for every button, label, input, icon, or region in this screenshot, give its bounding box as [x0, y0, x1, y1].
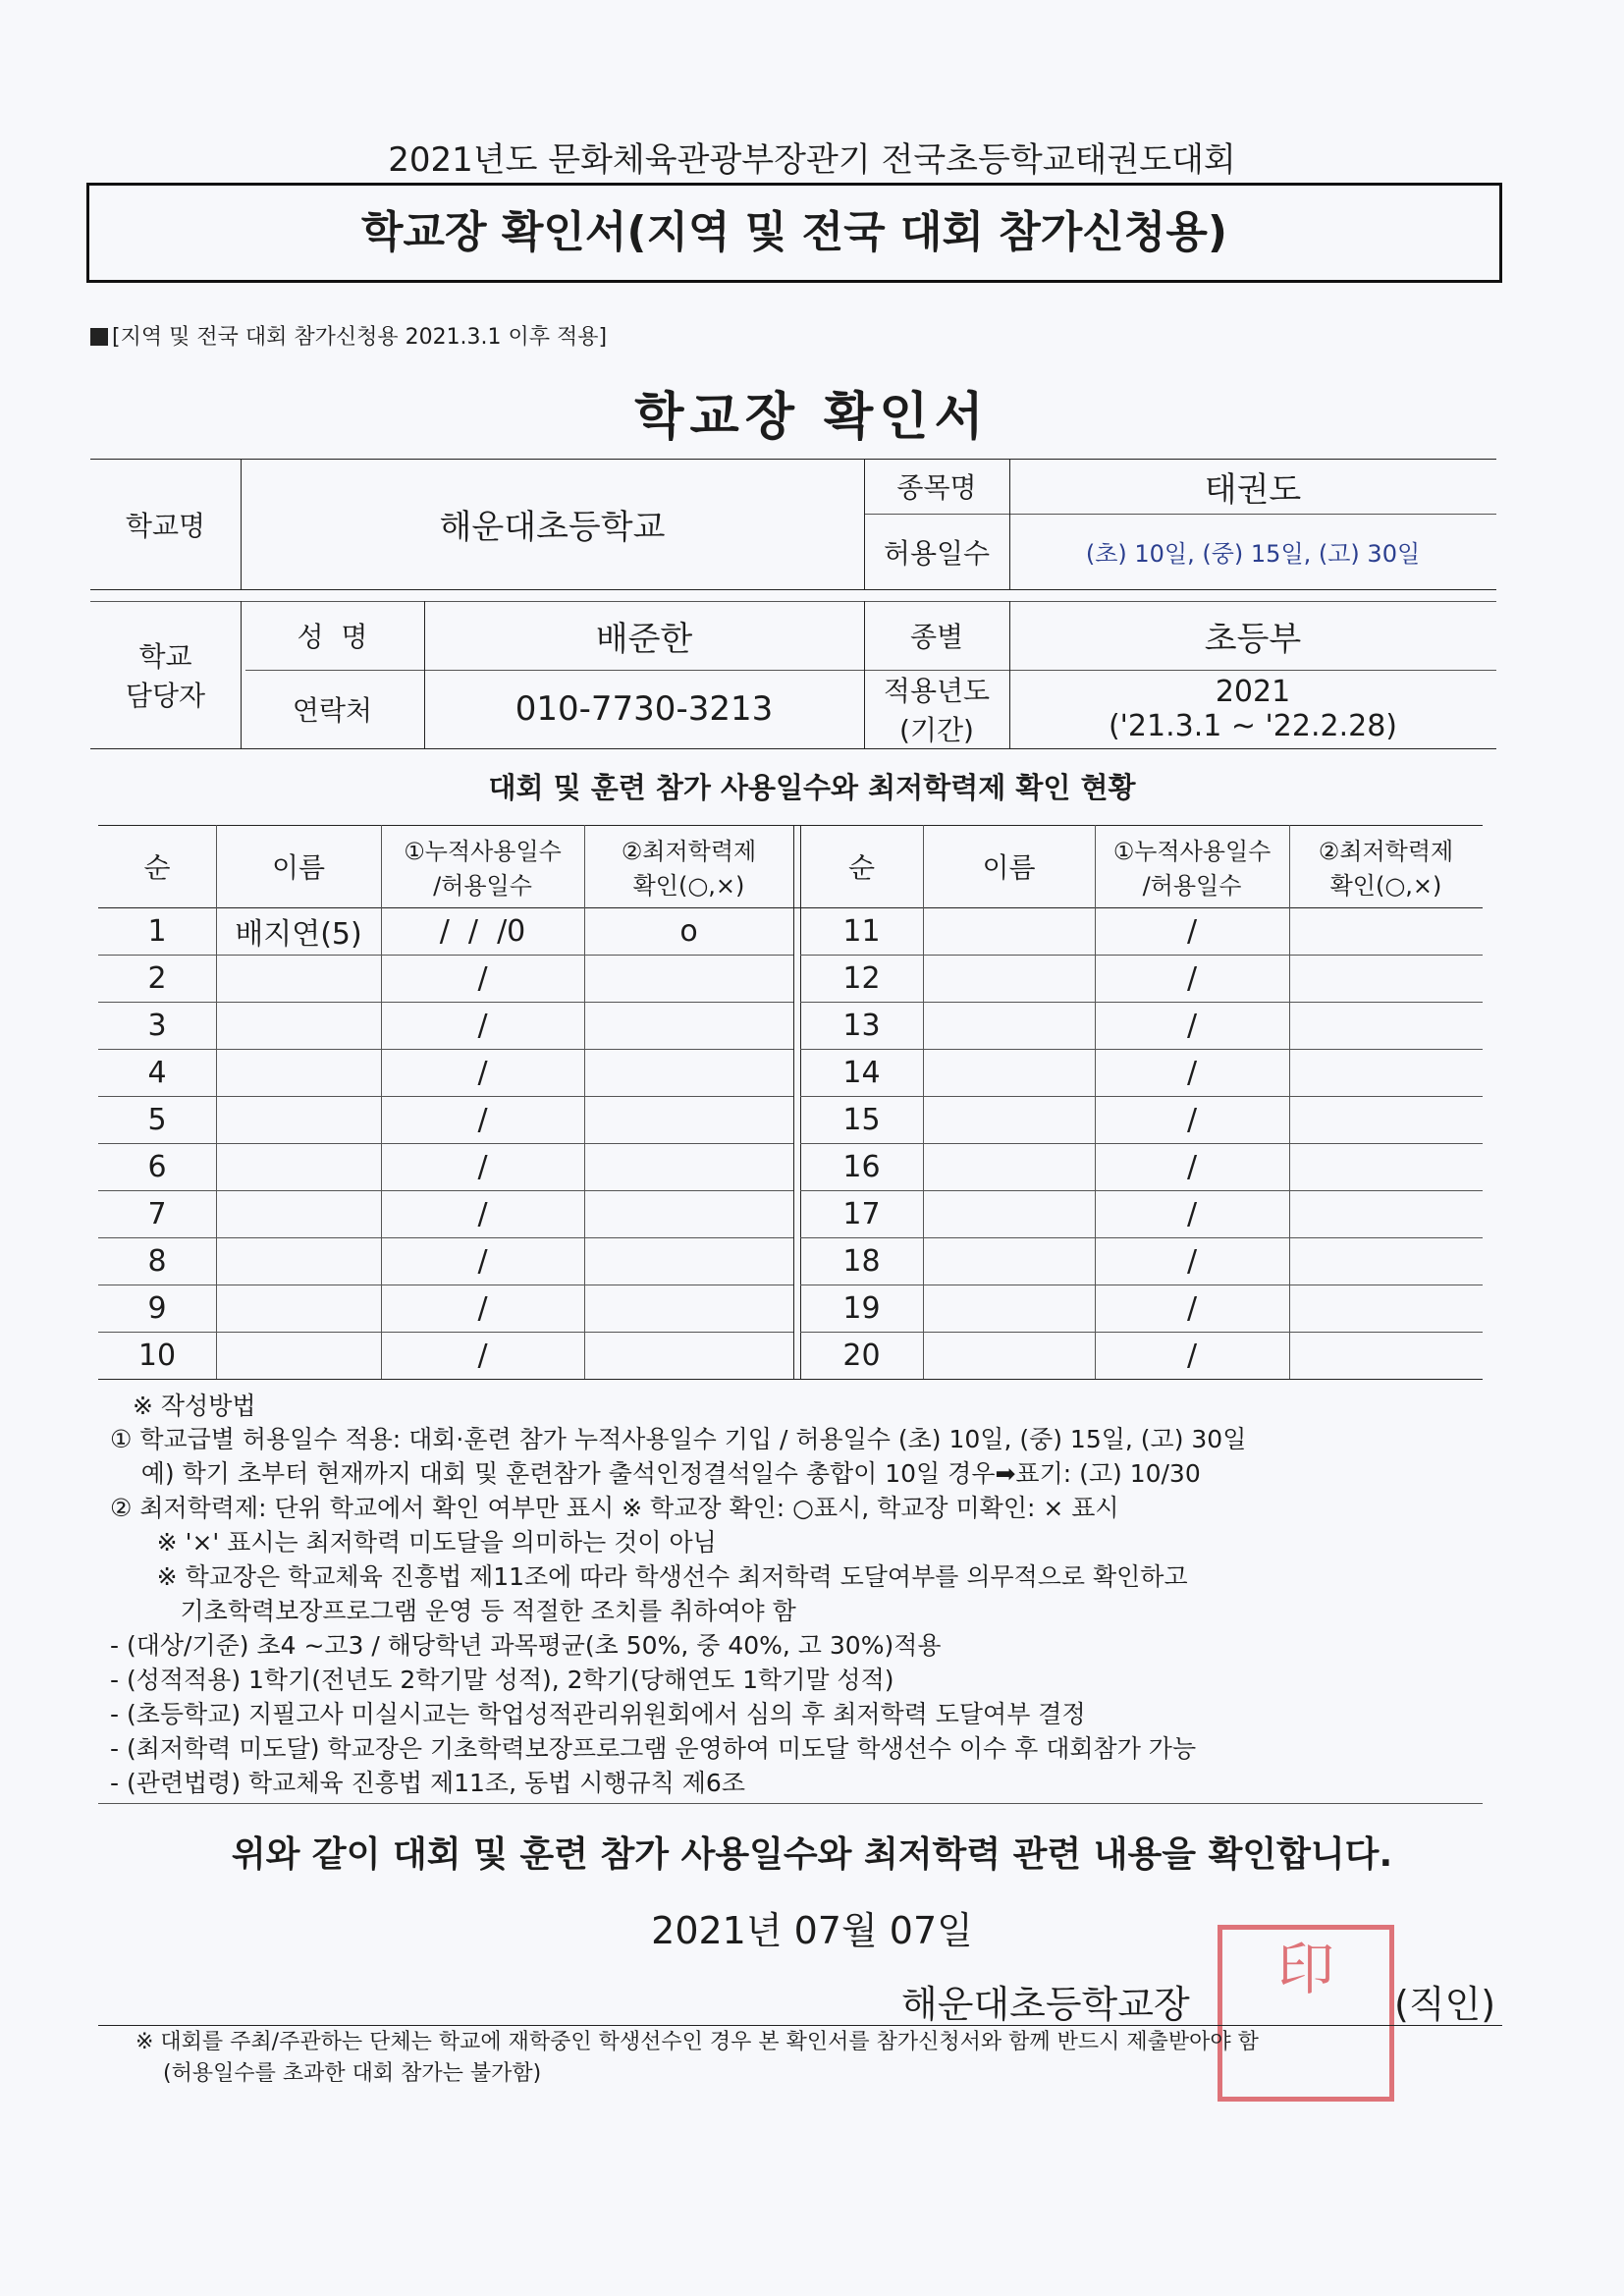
table-cell-no: 8 [147, 1243, 167, 1279]
header-days-line2: /허용일수 [433, 872, 532, 900]
table-cell-days: / [1186, 1055, 1198, 1090]
table-cell-name [216, 1190, 381, 1237]
table-cell-name [923, 955, 1095, 1002]
square-bullet-icon [90, 328, 108, 346]
table-cell-name: 배지연(5) [235, 917, 362, 952]
table-cell-no: 20 [842, 1338, 881, 1373]
contact-value: 010-7730-3213 [514, 689, 774, 729]
header-min-line2: 확인(○,×) [632, 872, 745, 900]
table-cell-no: 17 [842, 1196, 881, 1231]
footnote-line1: ※ 대회를 주최/주관하는 단체는 학교에 재학중인 학생선수인 경우 본 확인서를 참가신청서와 함께 반드시 제출받아야 함 [135, 2030, 1259, 2054]
manager-label-line2: 담당자 [125, 680, 206, 712]
method-line: - (대상/기준) 초4 ~고3 / 해당학년 과목평균(초 50%, 중 40%, 고 30%)적용 [110, 1631, 942, 1660]
table-cell-no: 15 [842, 1102, 881, 1137]
table-cell-name [923, 1049, 1095, 1096]
table-cell-days: / [477, 1290, 488, 1326]
table-cell-no: 16 [842, 1149, 881, 1184]
method-line: ① 학교급별 허용일수 적용: 대회·훈련 참가 누적사용일수 기입 / 허용일수 (초) 10일, (중) 15일, (고) 30일 [110, 1425, 1247, 1453]
table-cell-check [1289, 955, 1483, 1002]
manager-name-value: 배준한 [595, 619, 693, 659]
table-cell-name [216, 1285, 381, 1332]
sport-label: 종목명 [896, 471, 977, 504]
table-cell-check [584, 1190, 793, 1237]
document-title: 학교장 확인서 [634, 388, 990, 447]
table-cell-no: 4 [147, 1055, 167, 1090]
table-cell-no: 3 [147, 1008, 167, 1043]
table-cell-name [923, 1332, 1095, 1379]
table-cell-name [923, 1096, 1095, 1143]
table-cell-no: 10 [137, 1338, 177, 1373]
table-cell-name [923, 1285, 1095, 1332]
table-cell-check [1289, 1002, 1483, 1049]
table-cell-days: / [477, 1196, 488, 1231]
method-line: ※ '×' 표시는 최저학력 미도달을 의미하는 것이 아님 [110, 1528, 717, 1557]
header-min-line1: ②최저학력제 [621, 838, 757, 865]
method-line: - (초등학교) 지필고사 미실시교는 학업성적관리위원회에서 심의 후 최저학력 도달여부 결정 [110, 1700, 1086, 1728]
method-line: 기초학력보장프로그램 운영 등 적절한 조치를 취하여야 함 [110, 1597, 796, 1625]
table-cell-check [584, 1332, 793, 1379]
table-cell-days: / [1186, 1338, 1198, 1373]
manager-label-line1: 학교 [138, 640, 192, 673]
table-cell-no: 12 [842, 960, 881, 996]
allowed-days-value: (초) 10일, (중) 15일, (고) 30일 [1085, 540, 1421, 568]
table-cell-days: / [477, 1243, 488, 1279]
table-cell-no: 19 [842, 1290, 881, 1326]
event-title: 2021년도 문화체육관광부장관기 전국초등학교태권도대회 [388, 140, 1236, 180]
header-days-right [1095, 825, 1289, 907]
table-cell-name [216, 955, 381, 1002]
method-line: - (최저학력 미도달) 학교장은 기초학력보장프로그램 운영하여 미도달 학생선수 이수 후 대회참가 가능 [110, 1734, 1197, 1763]
table-cell-check: o [679, 913, 698, 949]
table-cell-days: / [477, 1055, 488, 1090]
issue-date: 2021년 07월 07일 [651, 1909, 973, 1952]
footnote [135, 2027, 1259, 2090]
table-cell-no: 13 [842, 1008, 881, 1043]
name-label: 성 명 [297, 621, 368, 653]
method-line: 예) 학기 초부터 현재까지 대회 및 훈련참가 출석인정결석일수 총합이 10일 경우➡표기: (고) 10/30 [110, 1459, 1201, 1488]
year-label [864, 670, 1009, 748]
table-cell-days: / [477, 1008, 488, 1043]
table-cell-name [216, 1049, 381, 1096]
table-cell-no: 14 [842, 1055, 881, 1090]
table-cell-days: / [477, 960, 488, 996]
table-cell-no: 6 [147, 1149, 167, 1184]
applicability-note [90, 320, 607, 351]
school-name-label: 학교명 [125, 509, 206, 542]
table-cell-name [923, 907, 1095, 955]
table-cell-name [923, 1143, 1095, 1190]
table-cell-name [923, 1002, 1095, 1049]
method-line: - (관련법령) 학교체육 진흥법 제11조, 동법 시행규칙 제6조 [110, 1769, 745, 1797]
header-days-line1: ①누적사용일수 [404, 838, 562, 865]
year-label-line1: 적용년도 [883, 675, 991, 707]
confirmation-statement: 위와 같이 대회 및 훈련 참가 사용일수와 최저학력 관련 내용을 확인합니다. [231, 1834, 1393, 1875]
header-name-right: 이름 [982, 851, 1036, 884]
table-cell-days: / [1186, 1290, 1198, 1326]
manager-label [90, 601, 241, 748]
table-cell-check [1289, 1285, 1483, 1332]
table-cell-no: 2 [147, 960, 167, 996]
method-title: ※ 작성방법 [133, 1392, 256, 1420]
table-cell-check [1289, 1332, 1483, 1379]
table-cell-no: 11 [842, 913, 881, 949]
table-cell-no: 18 [842, 1243, 881, 1279]
signer-name: 해운대초등학교장 [901, 1983, 1190, 2026]
table-cell-no: 7 [147, 1196, 167, 1231]
category-label: 종별 [909, 621, 964, 653]
header-order-right: 순 [847, 851, 876, 884]
header-days-left [381, 825, 584, 907]
header-min-right [1289, 825, 1483, 907]
year-value-line1: 2021 [1215, 675, 1291, 709]
seal-note: (직인) [1394, 1983, 1496, 2026]
header-min-line1: ②최저학력제 [1318, 838, 1454, 865]
table-cell-check [584, 1096, 793, 1143]
document-box-title: 학교장 확인서(지역 및 전국 대회 참가신청용) [86, 183, 1502, 283]
table-cell-check [1289, 907, 1483, 955]
table-cell-check [584, 1285, 793, 1332]
header-days-line2: /허용일수 [1142, 872, 1242, 900]
year-label-line2: (기간) [899, 714, 974, 746]
seal-mark: 印 [1276, 1936, 1334, 2002]
table-cell-no: 9 [147, 1290, 167, 1326]
table-cell-check [1289, 1190, 1483, 1237]
header-days-line1: ①누적사용일수 [1112, 838, 1272, 865]
table-cell-name [216, 1096, 381, 1143]
table-cell-no: 1 [147, 913, 167, 949]
table-cell-name [216, 1332, 381, 1379]
year-value-line2: ('21.3.1 ~ '22.2.28) [1108, 709, 1398, 743]
header-min-left [584, 825, 793, 907]
table-cell-check [1289, 1096, 1483, 1143]
table-cell-days: / [1186, 1008, 1198, 1043]
table-cell-name [216, 1237, 381, 1285]
year-value [1009, 670, 1496, 748]
table-cell-days: / [1186, 1243, 1198, 1279]
table-cell-check [1289, 1143, 1483, 1190]
table-cell-no: 5 [147, 1102, 167, 1137]
table-cell-days: / [477, 1338, 488, 1373]
table-cell-days: / [477, 1149, 488, 1184]
table-cell-name [923, 1190, 1095, 1237]
table-cell-name [923, 1237, 1095, 1285]
school-name-value: 해운대초등학교 [439, 508, 666, 547]
table-cell-check [584, 1143, 793, 1190]
header-order-left: 순 [143, 851, 171, 884]
category-value: 초등부 [1204, 619, 1302, 659]
table-cell-check [1289, 1237, 1483, 1285]
table-cell-check [1289, 1049, 1483, 1096]
applicability-note-text: [지역 및 전국 대회 참가신청용 2021.3.1 이후 적용] [112, 325, 608, 350]
method-line: ② 최저학력제: 단위 학교에서 확인 여부만 표시 ※ 학교장 확인: ○표시, 학교장 미확인: × 표시 [110, 1494, 1119, 1522]
sport-value: 태권도 [1204, 469, 1302, 510]
table-cell-check [584, 955, 793, 1002]
table-cell-days: / [1186, 913, 1198, 949]
table-cell-check [584, 1002, 793, 1049]
contact-label: 연락처 [292, 694, 373, 727]
header-name-left: 이름 [271, 851, 326, 884]
table-cell-days: / / /0 [439, 913, 526, 949]
section-title: 대회 및 훈련 참가 사용일수와 최저학력제 확인 현황 [488, 771, 1136, 804]
allowed-days-label: 허용일수 [883, 536, 991, 570]
header-min-line2: 확인(○,×) [1329, 872, 1442, 900]
table-cell-days: / [1186, 1102, 1198, 1137]
table-cell-name [216, 1143, 381, 1190]
table-cell-name [216, 1002, 381, 1049]
method-line: ※ 학교장은 학교체육 진흥법 제11조에 따라 학생선수 최저학력 도달여부를 의무적으로 확인하고 [110, 1562, 1188, 1591]
footnote-line2: (허용일수를 초과한 대회 참가는 불가함) [163, 2061, 542, 2086]
table-cell-days: / [1186, 960, 1198, 996]
table-cell-check [584, 1237, 793, 1285]
table-cell-days: / [1186, 1149, 1198, 1184]
table-cell-check [584, 1049, 793, 1096]
table-cell-days: / [477, 1102, 488, 1137]
method-line: - (성적적용) 1학기(전년도 2학기말 성적), 2학기(당해연도 1학기말 성적) [110, 1666, 894, 1694]
table-cell-days: / [1186, 1196, 1198, 1231]
